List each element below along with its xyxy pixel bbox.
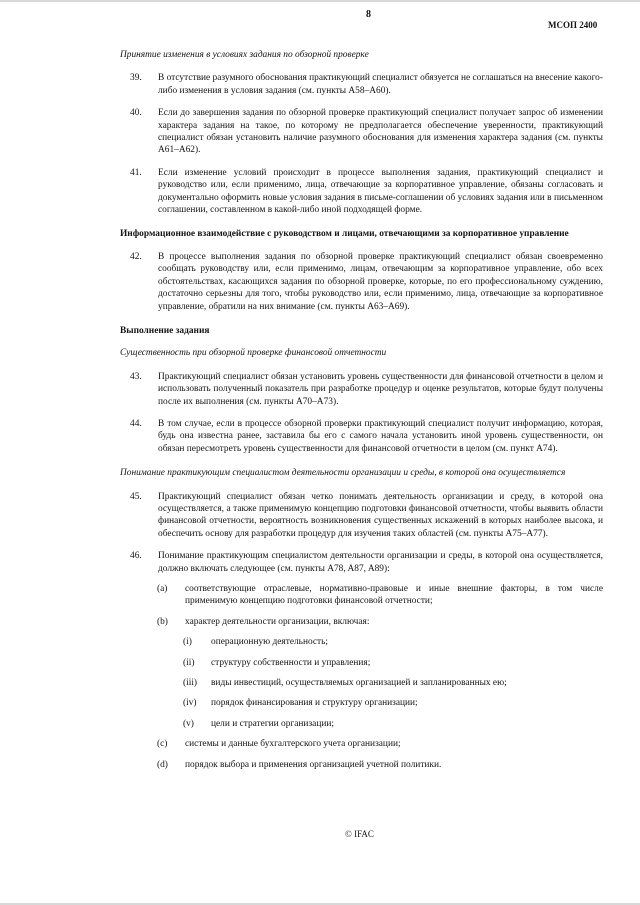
paragraph-43	[120, 371, 603, 408]
paragraph-46	[120, 550, 603, 575]
paragraph-44	[120, 418, 603, 455]
paragraph-number: 42.	[130, 251, 142, 262]
standard-label: МСОП 2400	[548, 20, 598, 30]
list-item-text: виды инвестиций, осуществляемых организацией и запланированных ею;	[211, 678, 507, 689]
list-item-text: порядок финансирования и структуру организации;	[211, 698, 418, 709]
list-item-label: (ii)	[183, 657, 195, 668]
paragraph-number: 46.	[130, 551, 142, 562]
list-item-text: системы и данные бухгалтерского учета организации;	[185, 739, 401, 750]
footer-copyright: © IFAC	[345, 829, 374, 839]
list-subitem-b-iv	[120, 697, 603, 709]
list-item-label: (iii)	[183, 678, 198, 689]
document-body	[120, 49, 603, 779]
list-item-text: характер деятельности организации, включая:	[185, 616, 370, 627]
list-subitem-b-ii	[120, 657, 603, 669]
subsection-heading-materiality: Существенность при обзорной проверке финансовой отчетности	[120, 348, 387, 359]
paragraph-text: В том случае, если в процессе обзорной проверки практикующий специалист получит информацию, которая, будь она известна ранее, заставила бы его с самого начала установить иной уровень существенности, он обязан пересмотреть уровень существенности для финансовой отчетности в целом (см. пункт A74).	[158, 418, 603, 454]
paragraph-number: 44.	[130, 418, 142, 429]
list-item-label: (d)	[157, 759, 168, 770]
paragraph-45	[120, 491, 603, 541]
scan-top-border	[0, 0, 640, 2]
paragraph-42	[120, 251, 603, 313]
page-number: 8	[366, 9, 371, 20]
list-item-d	[120, 759, 603, 771]
list-item-label: (a)	[157, 584, 168, 594]
paragraph-39	[120, 72, 603, 97]
list-subitem-b-i	[120, 636, 603, 648]
list-item-label: (b)	[157, 616, 168, 627]
list-subitem-b-v	[120, 718, 603, 730]
list-item-label: (i)	[183, 637, 192, 648]
list-item-label: (v)	[183, 718, 194, 729]
section-heading-communication: Информационное взаимодействие с руководством и лицами, отвечающими за корпоративное управление	[120, 229, 569, 240]
paragraph-41	[120, 167, 603, 217]
list-item-a	[120, 583, 603, 608]
list-item-b	[120, 616, 603, 628]
paragraph-text: Практикующий специалист обязан установить уровень существенности для финансовой отчетности в целом и использовать полученный показатель при разработке процедур и оценке результатов, которые будут получены после их выполнения (см. пункты A70–A73).	[158, 371, 603, 407]
list-item-label: (iv)	[183, 698, 197, 709]
subsection-heading-understanding: Понимание практикующим специалистом деятельности организации и среды, в которой она осуществляется	[120, 468, 566, 479]
section-heading-performance: Выполнение задания	[120, 325, 210, 336]
paragraph-number: 39.	[130, 73, 142, 84]
list-item-text: порядок выбора и применения организацией учетной политики.	[185, 759, 442, 770]
paragraph-number: 40.	[130, 108, 142, 119]
paragraph-40	[120, 107, 603, 157]
paragraph-text: Понимание практикующим специалистом деятельности организации и среды, в которой она осуществляется, должно включать следующее (см. пункты A78, A87, A89):	[158, 551, 603, 574]
list-item-text: структуру собственности и управления;	[211, 657, 371, 668]
list-subitem-b-iii	[120, 677, 603, 689]
list-item-c	[120, 738, 603, 750]
paragraph-number: 43.	[130, 371, 142, 382]
list-item-text: цели и стратегии организации;	[211, 718, 334, 729]
paragraph-text: В процессе выполнения задания по обзорной проверке практикующий специалист обязан своевременно сообщать руководству или, если применимо, лицам, отвечающим за корпоративное управление, обо всех обстоятельствах, касающихся задания по обзорной проверке, которые, по его профессиональному суждению, достаточно серьезны для того, чтобы руководство или, если применимо, лица, отвечающие за корпоративное управление, обратили на них внимание (см. пункты A63–A69).	[158, 251, 603, 312]
section-heading-change-terms: Принятие изменения в условиях задания по обзорной проверке	[120, 50, 369, 60]
paragraph-number: 45.	[130, 491, 142, 502]
paragraph-text: Практикующий специалист обязан четко понимать деятельность организации и среду, в которой она осуществляется, а также применимую концепцию подготовки финансовой отчетности, чтобы выявить области финансовой отчетности, вероятность возникновения существенных искажений в которых наиболее высока, и обеспечить основу для разработки процедур для изучения таких областей (см. пункты A75–A77).	[158, 491, 603, 539]
paragraph-text: Если до завершения задания по обзорной проверке практикующий специалист получает запрос об изменении характера задания на такое, по которому не предполагается обеспечение уверенности, практикующий специалист обязан установить наличие разумного обоснования для изменения характера задания (см. пункты A61–A62).	[158, 108, 603, 156]
list-item-text: операционную деятельность;	[211, 637, 329, 648]
paragraph-text: Если изменение условий происходит в процессе выполнения задания, практикующий специалист и руководство или, если применимо, лица, отвечающие за корпоративное управление, обязаны согласовать и документально оформить новые условия задания в письме-соглашении об условиях задания или в письменном соглашении, составленном в какой-либо иной подходящей форме.	[158, 167, 603, 216]
paragraph-number: 41.	[130, 167, 142, 178]
list-item-label: (c)	[157, 739, 168, 750]
list-item-text: соответствующие отраслевые, нормативно-правовые и иные внешние факторы, в том числе применимую концепцию подготовки финансовой отчетности;	[185, 584, 603, 607]
paragraph-text: В отсутствие разумного обоснования практикующий специалист обязуется не соглашаться на внесение какого-либо изменения в условия задания (см. пункты A58–A60).	[158, 73, 603, 96]
